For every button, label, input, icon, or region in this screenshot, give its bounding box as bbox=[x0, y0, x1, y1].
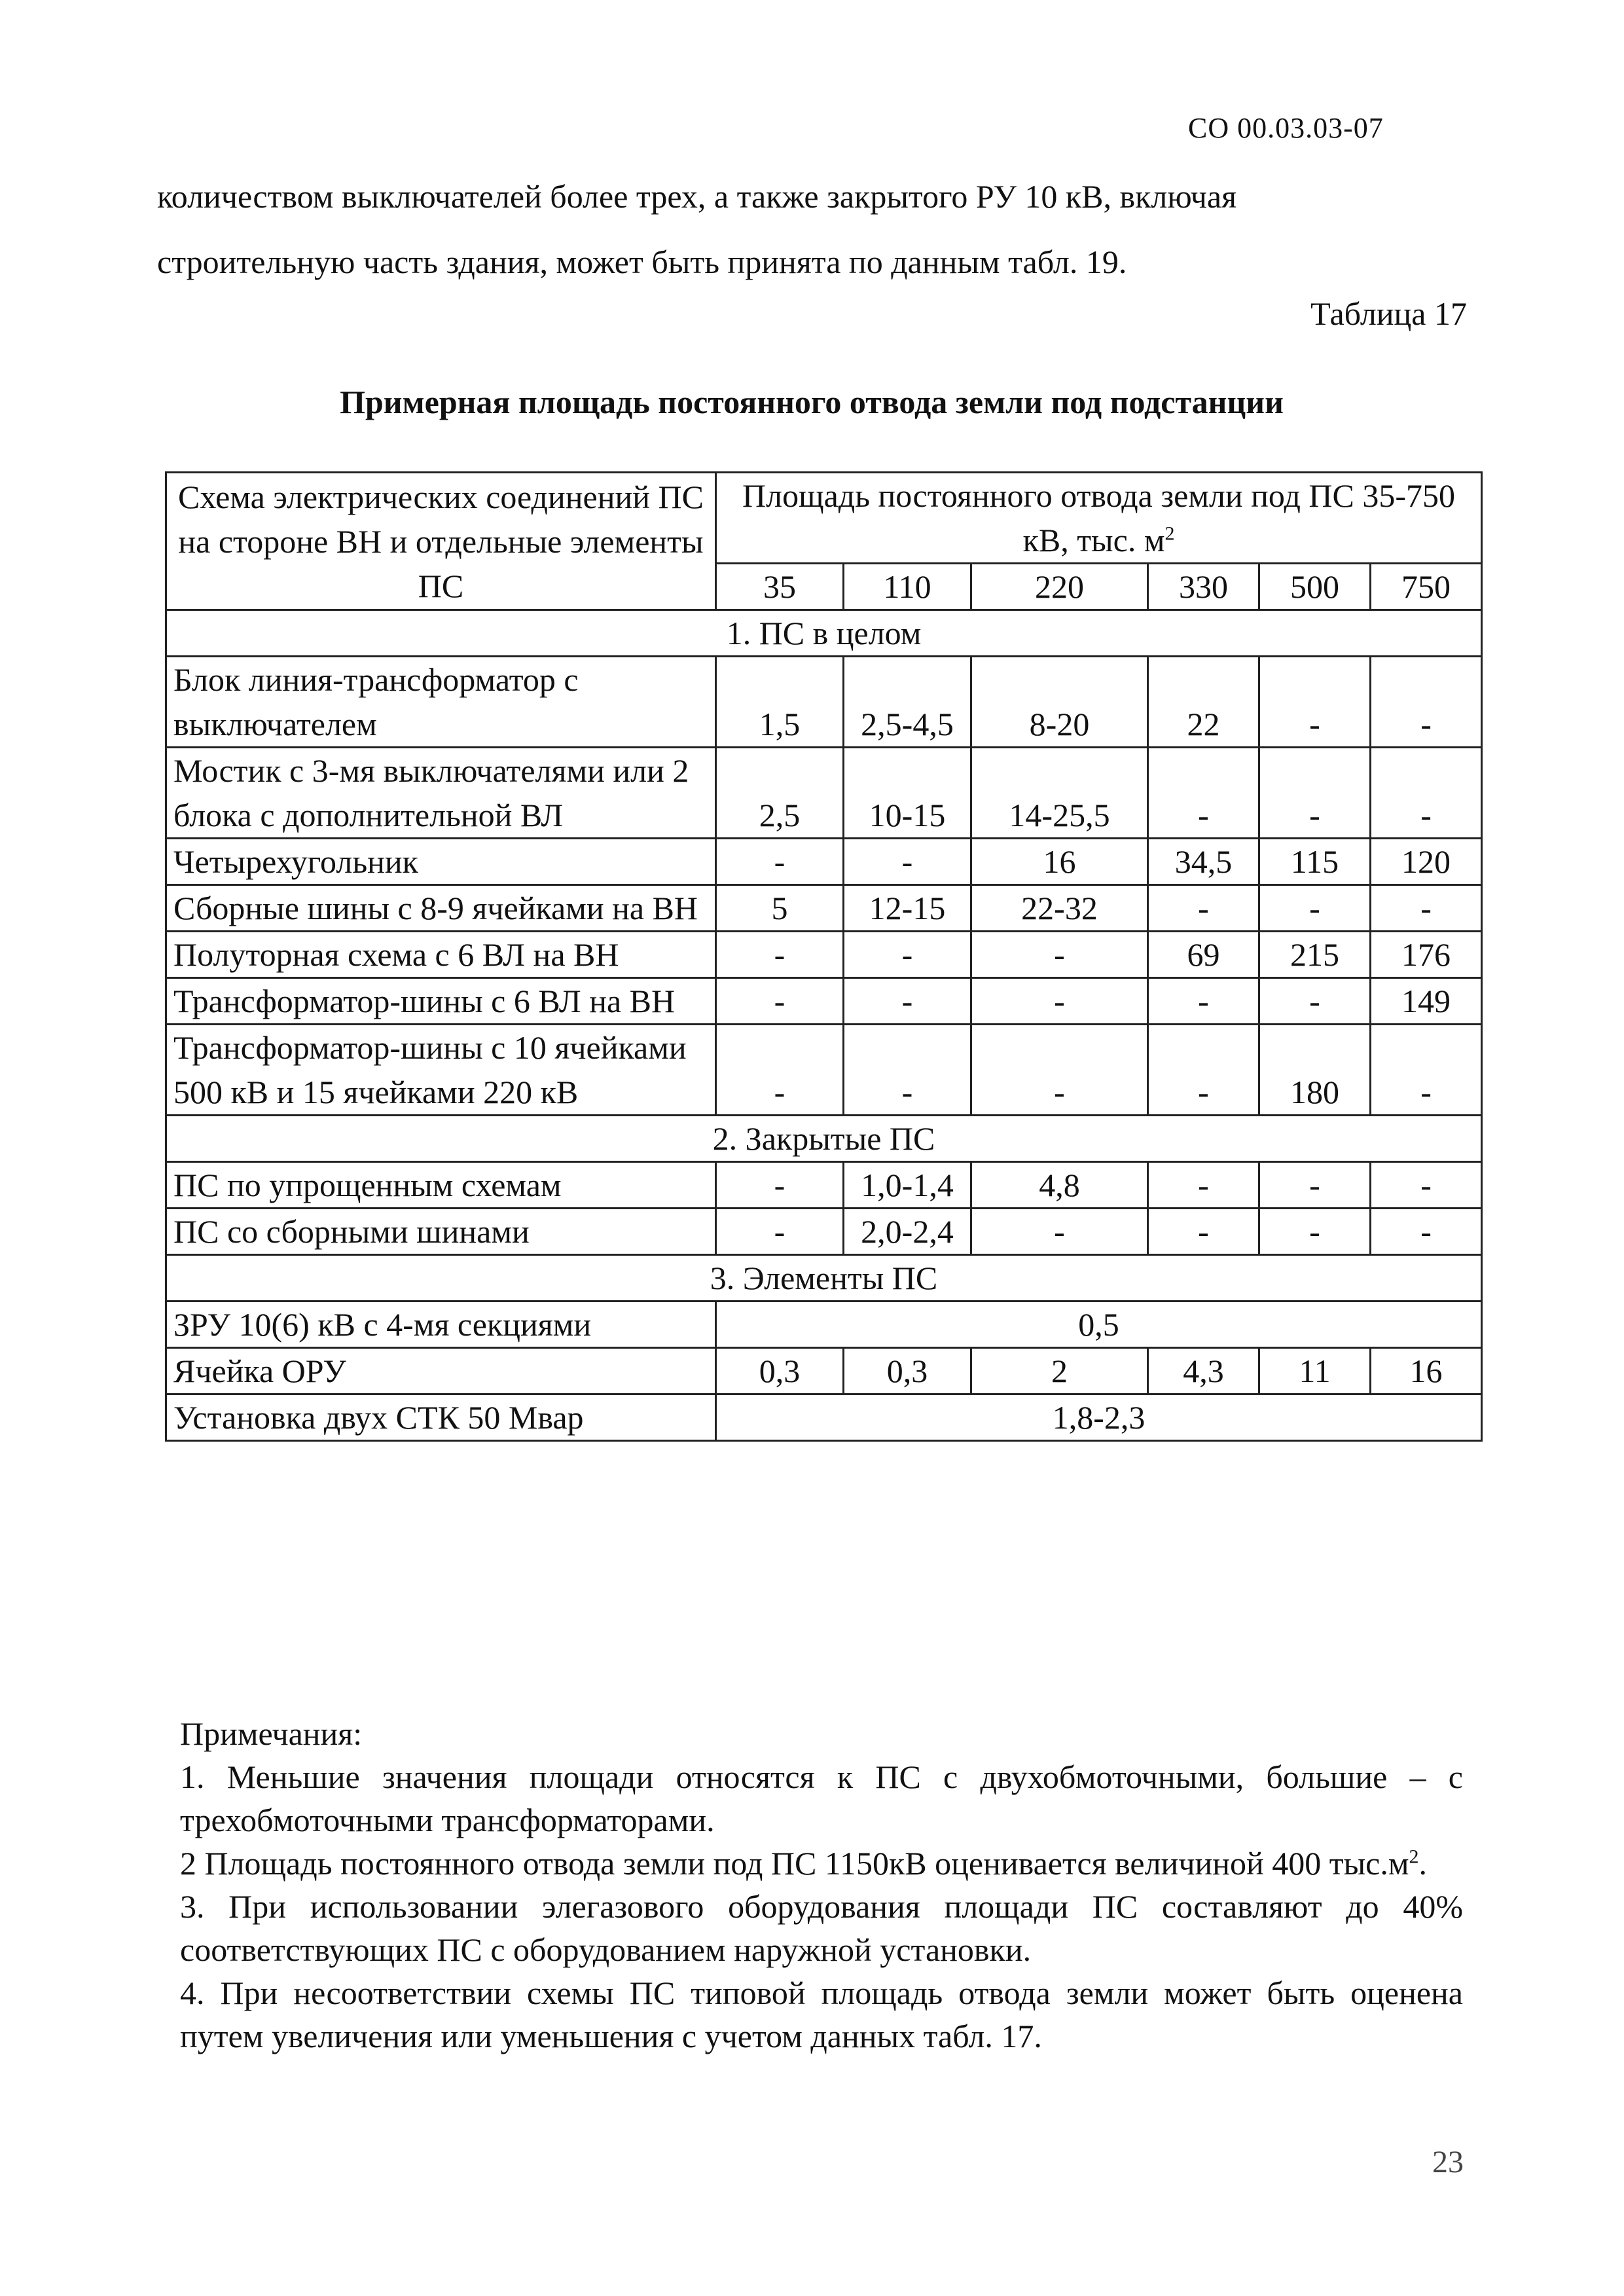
voltage-cell: 750 bbox=[1371, 564, 1482, 610]
document-code: СО 00.03.03-07 bbox=[1188, 112, 1384, 144]
row-name-cell: ПС по упрощенным схемам bbox=[166, 1162, 716, 1209]
section-header-row bbox=[166, 1255, 1482, 1302]
header-scheme-cell: Схема электрических соединений ПС на стороне ВН и отдельные элементы ПС bbox=[166, 473, 716, 610]
value-cell: 0,3 bbox=[716, 1348, 844, 1394]
row-name-cell: ЗРУ 10(6) кВ с 4-мя секциями bbox=[166, 1302, 716, 1348]
value-cell: 22-32 bbox=[971, 885, 1148, 932]
value-cell: - bbox=[1371, 657, 1482, 748]
voltage-cell: 110 bbox=[844, 564, 971, 610]
section-header-row bbox=[166, 1116, 1482, 1162]
table-row bbox=[166, 932, 1482, 978]
row-name-cell: Четырехугольник bbox=[166, 839, 716, 885]
value-cell: 5 bbox=[716, 885, 844, 932]
section-title: 3. Элементы ПС bbox=[166, 1255, 1482, 1302]
table-row bbox=[166, 978, 1482, 1025]
voltage-cell: 500 bbox=[1259, 564, 1371, 610]
row-name-cell: Установка двух СТК 50 Мвар bbox=[166, 1394, 716, 1441]
row-name-cell: Ячейка ОРУ bbox=[166, 1348, 716, 1394]
section-title: 2. Закрытые ПС bbox=[166, 1116, 1482, 1162]
table-row bbox=[166, 1302, 1482, 1348]
value-cell: - bbox=[716, 839, 844, 885]
value-cell: 0,3 bbox=[844, 1348, 971, 1394]
notes-heading: Примечания: bbox=[180, 1715, 363, 1752]
value-cell: 4,8 bbox=[971, 1162, 1148, 1209]
value-cell: - bbox=[971, 932, 1148, 978]
value-cell: - bbox=[1148, 1162, 1259, 1209]
table-title: Примерная площадь постоянного отвода земли под подстанции bbox=[340, 384, 1284, 420]
value-cell: - bbox=[1371, 1025, 1482, 1116]
value-cell: - bbox=[844, 839, 971, 885]
value-cell: 1,5 bbox=[716, 657, 844, 748]
voltage-cell: 220 bbox=[971, 564, 1148, 610]
intro-line-1: количеством выключателей более трех, а также закрытого РУ 10 кВ, включая bbox=[157, 178, 1237, 215]
value-cell: - bbox=[716, 1209, 844, 1255]
value-cell: 10-15 bbox=[844, 748, 971, 839]
voltage-cell: 35 bbox=[716, 564, 844, 610]
intro-paragraph bbox=[157, 164, 1460, 295]
value-cell: 180 bbox=[1259, 1025, 1371, 1116]
value-cell: - bbox=[716, 1025, 844, 1116]
table-row bbox=[166, 839, 1482, 885]
table-row bbox=[166, 1025, 1482, 1116]
value-cell: - bbox=[716, 1162, 844, 1209]
value-cell: 176 bbox=[1371, 932, 1482, 978]
value-cell: - bbox=[716, 978, 844, 1025]
table-header-row bbox=[166, 473, 1482, 564]
value-cell: - bbox=[1148, 748, 1259, 839]
land-area-table bbox=[165, 471, 1483, 1442]
row-name-cell: Трансформатор-шины с 10 ячейками 500 кВ и 15 ячейками 220 кВ bbox=[166, 1025, 716, 1116]
value-cell: 149 bbox=[1371, 978, 1482, 1025]
note-2-end: . bbox=[1418, 1845, 1428, 1882]
note-3: 3. При использовании элегазового оборудования площади ПС составляют до 40% соответствующих ПС с оборудованием наружной установки. bbox=[180, 1888, 1463, 1968]
value-cell: - bbox=[1259, 1162, 1371, 1209]
table-number: Таблица 17 bbox=[1310, 295, 1467, 332]
table-row bbox=[166, 1162, 1482, 1209]
value-cell: - bbox=[1148, 1209, 1259, 1255]
value-cell: - bbox=[844, 1025, 971, 1116]
table-row bbox=[166, 885, 1482, 932]
table-row bbox=[166, 1348, 1482, 1394]
value-cell: 2,5-4,5 bbox=[844, 657, 971, 748]
table-row bbox=[166, 1209, 1482, 1255]
value-cell: 120 bbox=[1371, 839, 1482, 885]
value-cell: 16 bbox=[971, 839, 1148, 885]
value-cell: 2,0-2,4 bbox=[844, 1209, 971, 1255]
value-cell: 12-15 bbox=[844, 885, 971, 932]
value-cell: 34,5 bbox=[1148, 839, 1259, 885]
value-cell: - bbox=[1371, 1209, 1482, 1255]
merged-value-cell: 0,5 bbox=[716, 1302, 1482, 1348]
value-cell: - bbox=[1371, 885, 1482, 932]
note-2 bbox=[180, 1842, 1463, 1885]
value-cell: - bbox=[1259, 748, 1371, 839]
note-4: 4. При несоответствии схемы ПС типовой площадь отвода земли может быть оценена путем увеличения или уменьшения с учетом данных табл. 17. bbox=[180, 1975, 1463, 2054]
value-cell: - bbox=[1259, 885, 1371, 932]
value-cell: - bbox=[971, 1025, 1148, 1116]
value-cell: - bbox=[1371, 748, 1482, 839]
table-row bbox=[166, 657, 1482, 748]
value-cell: 69 bbox=[1148, 932, 1259, 978]
row-name-cell: Полуторная схема с 6 ВЛ на ВН bbox=[166, 932, 716, 978]
section-title: 1. ПС в целом bbox=[166, 610, 1482, 657]
value-cell: 11 bbox=[1259, 1348, 1371, 1394]
value-cell: - bbox=[971, 1209, 1148, 1255]
row-name-cell: Блок линия-трансформатор с выключателем bbox=[166, 657, 716, 748]
value-cell: - bbox=[844, 978, 971, 1025]
row-name-cell: Мостик с 3-мя выключателями или 2 блока с дополнительной ВЛ bbox=[166, 748, 716, 839]
value-cell: - bbox=[1259, 1209, 1371, 1255]
page-number: 23 bbox=[1432, 2145, 1464, 2179]
value-cell: - bbox=[1148, 978, 1259, 1025]
value-cell: - bbox=[1259, 657, 1371, 748]
value-cell: 215 bbox=[1259, 932, 1371, 978]
value-cell: - bbox=[1259, 978, 1371, 1025]
value-cell: - bbox=[971, 978, 1148, 1025]
row-name-cell: Сборные шины с 8-9 ячейками на ВН bbox=[166, 885, 716, 932]
section-header-row bbox=[166, 610, 1482, 657]
value-cell: 115 bbox=[1259, 839, 1371, 885]
header-area-sup: 2 bbox=[1164, 522, 1175, 545]
value-cell: - bbox=[1148, 885, 1259, 932]
value-cell: - bbox=[844, 932, 971, 978]
value-cell: - bbox=[1148, 1025, 1259, 1116]
value-cell: - bbox=[716, 932, 844, 978]
row-name-cell: Трансформатор-шины с 6 ВЛ на ВН bbox=[166, 978, 716, 1025]
value-cell: 2 bbox=[971, 1348, 1148, 1394]
value-cell: 1,0-1,4 bbox=[844, 1162, 971, 1209]
row-name-cell: ПС со сборными шинами bbox=[166, 1209, 716, 1255]
notes-block bbox=[180, 1712, 1463, 2058]
value-cell: 4,3 bbox=[1148, 1348, 1259, 1394]
table-row bbox=[166, 748, 1482, 839]
intro-line-2: строительную часть здания, может быть принята по данным табл. 19. bbox=[157, 244, 1127, 280]
value-cell: - bbox=[1371, 1162, 1482, 1209]
header-area-text: Площадь постоянного отвода земли под ПС 35-750 кВ, тыс. м bbox=[742, 477, 1456, 558]
note-2-text: 2 Площадь постоянного отвода земли под ПС 1150кВ оценивается величиной 400 тыс.м bbox=[180, 1845, 1409, 1882]
value-cell: 14-25,5 bbox=[971, 748, 1148, 839]
voltage-cell: 330 bbox=[1148, 564, 1259, 610]
table-row bbox=[166, 1394, 1482, 1441]
note-2-sup: 2 bbox=[1409, 1846, 1419, 1868]
note-1: 1. Меньшие значения площади относятся к ПС с двухобмоточными, большие – с трехобмоточными трансформаторами. bbox=[180, 1758, 1463, 1838]
value-cell: 8-20 bbox=[971, 657, 1148, 748]
value-cell: 2,5 bbox=[716, 748, 844, 839]
merged-value-cell: 1,8-2,3 bbox=[716, 1394, 1482, 1441]
value-cell: 16 bbox=[1371, 1348, 1482, 1394]
value-cell: 22 bbox=[1148, 657, 1259, 748]
header-area-cell bbox=[716, 473, 1482, 564]
